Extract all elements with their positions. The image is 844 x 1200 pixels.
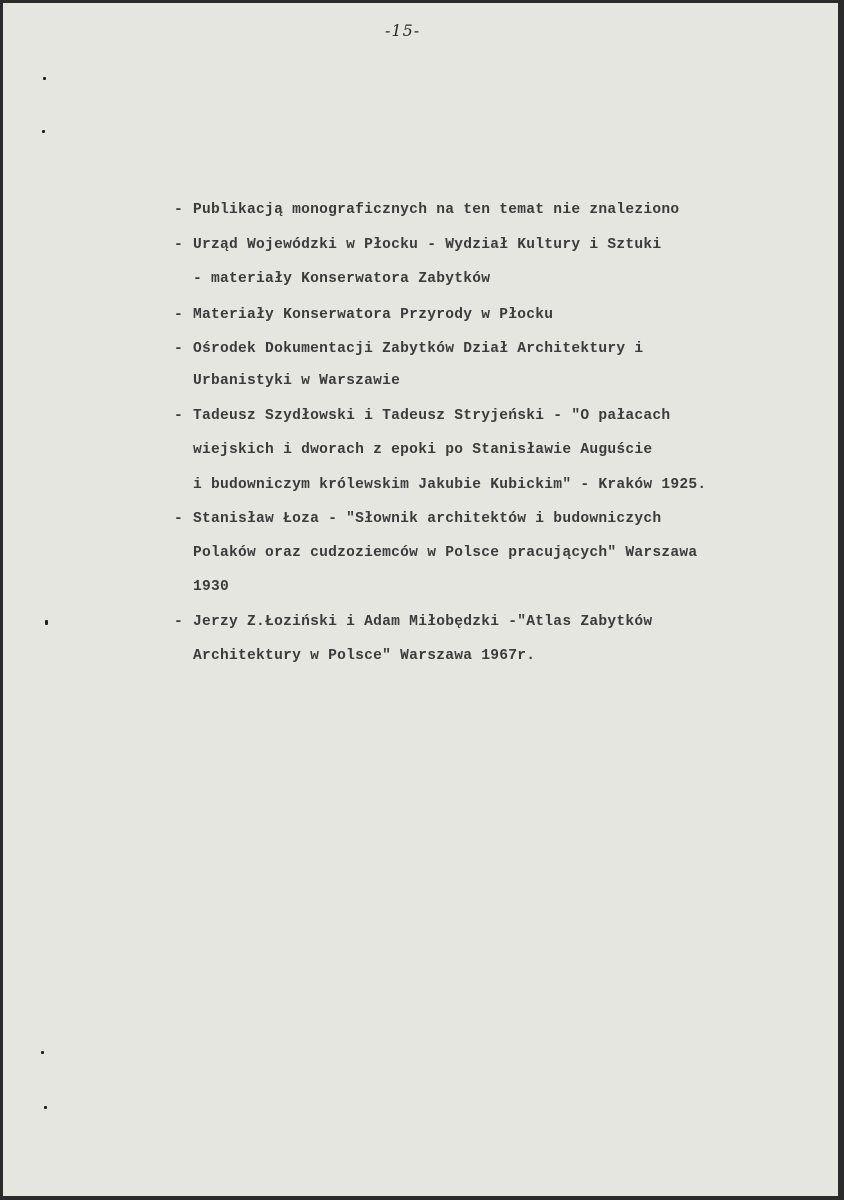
- reference-line: Materiały Konserwatora Przyrody w Płocku: [193, 307, 554, 323]
- reference-line: wiejskich i dworach z epoki po Stanisławie Auguście: [193, 442, 653, 458]
- reference-line: Polaków oraz cudzoziemców w Polsce pracujących" Warszawa: [193, 545, 698, 561]
- reference-line: - materiały Konserwatora Zabytków: [193, 271, 491, 287]
- list-bullet: -: [174, 614, 184, 630]
- margin-mark: [43, 77, 46, 80]
- list-bullet: -: [174, 341, 184, 357]
- reference-line: Architektury w Polsce" Warszawa 1967r.: [193, 648, 536, 664]
- reference-line: Urząd Wojewódzki w Płocku - Wydział Kultury i Sztuki: [193, 237, 662, 253]
- margin-mark: [44, 1106, 47, 1109]
- margin-mark: [41, 1051, 44, 1054]
- reference-line: 1930: [193, 579, 230, 595]
- list-bullet: -: [174, 511, 184, 527]
- reference-line: Stanisław Łoza - "Słownik architektów i budowniczych: [193, 511, 662, 527]
- list-bullet: -: [174, 307, 184, 323]
- reference-line: Ośrodek Dokumentacji Zabytków Dział Architektury i: [193, 341, 644, 357]
- reference-line: i budowniczym królewskim Jakubie Kubickim" - Kraków 1925.: [193, 477, 707, 493]
- page-number: -15-: [385, 21, 421, 40]
- reference-line: Jerzy Z.Łoziński i Adam Miłobędzki -"Atlas Zabytków: [193, 614, 653, 630]
- reference-line: Publikacją monograficznych na ten temat nie znaleziono: [193, 202, 680, 218]
- reference-line: Urbanistyki w Warszawie: [193, 373, 401, 389]
- list-bullet: -: [174, 202, 184, 218]
- list-bullet: -: [174, 408, 184, 424]
- reference-line: Tadeusz Szydłowski i Tadeusz Stryjeński - "O pałacach: [193, 408, 671, 424]
- margin-mark: [45, 620, 48, 625]
- margin-mark: [42, 130, 45, 133]
- list-bullet: -: [174, 237, 184, 253]
